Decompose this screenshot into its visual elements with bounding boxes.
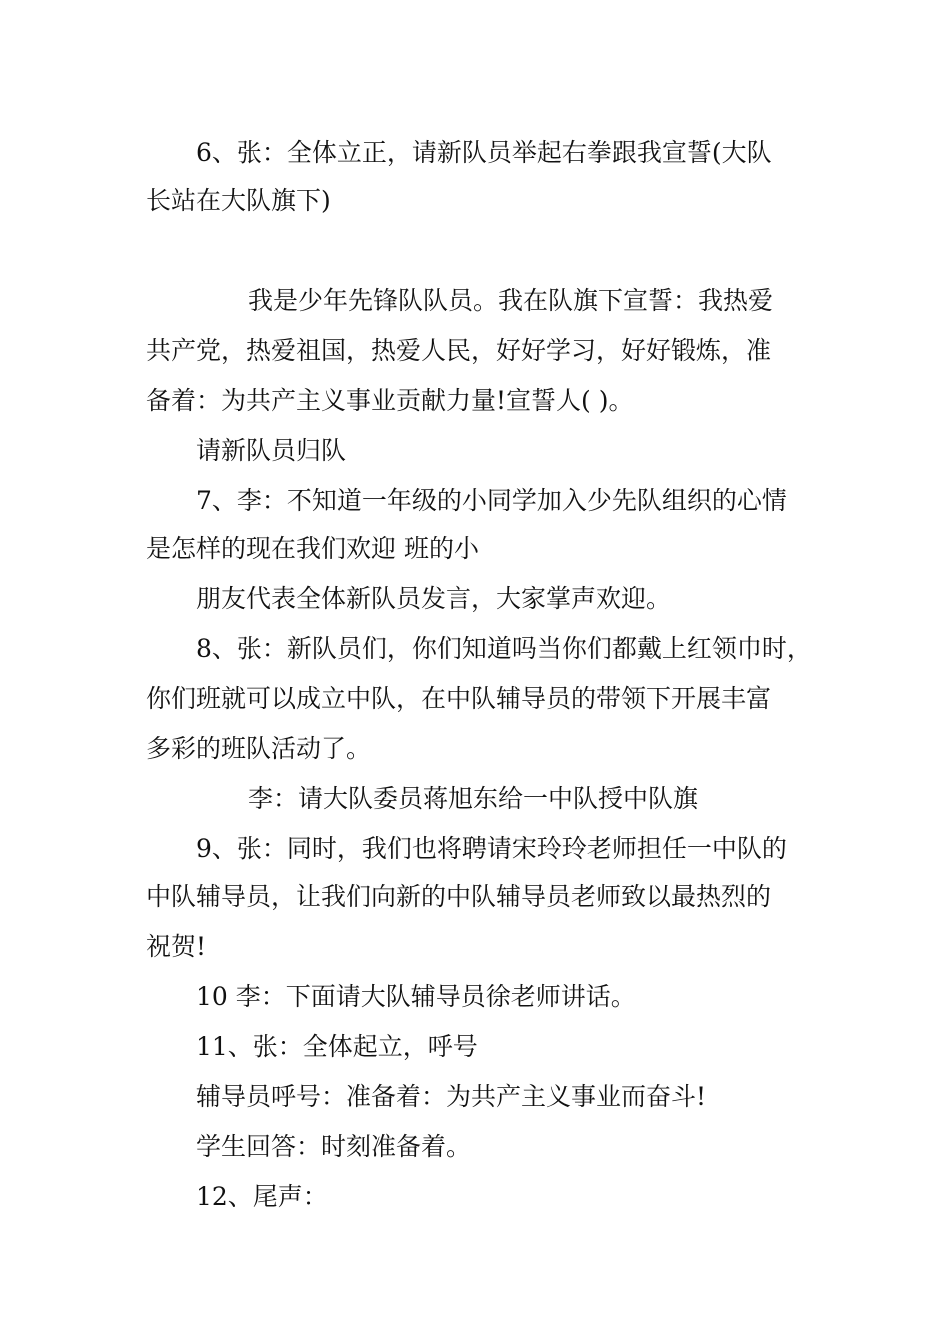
text-line: 11、张：全体起立，呼号 bbox=[196, 1032, 478, 1061]
text-line: 8、张：新队员们，你们知道吗当你们都戴上红领巾时， bbox=[196, 634, 812, 663]
text-line: 学生回答：时刻准备着。 bbox=[196, 1132, 472, 1161]
text-line: 请新队员归队 bbox=[196, 436, 347, 465]
text-line: 12、尾声： bbox=[196, 1182, 328, 1211]
text-line: 7、李：不知道一年级的小同学加入少先队组织的心情 bbox=[196, 486, 787, 515]
text-line: 李：请大队委员蒋旭东给一中队授中队旗 bbox=[248, 784, 699, 813]
text-line: 是怎样的现在我们欢迎 班的小 bbox=[146, 534, 479, 563]
text-line: 10 李：下面请大队辅导员徐老师讲话。 bbox=[196, 982, 636, 1011]
text-line: 6、张：全体立正，请新队员举起右拳跟我宣誓(大队 bbox=[196, 138, 772, 167]
text-line: 我是少年先锋队队员。我在队旗下宣誓：我热爱 bbox=[248, 286, 774, 315]
text-line: 备着：为共产主义事业贡献力量!宣誓人( )。 bbox=[146, 386, 634, 415]
text-line: 朋友代表全体新队员发言，大家掌声欢迎。 bbox=[196, 584, 672, 613]
text-line: 你们班就可以成立中队，在中队辅导员的带领下开展丰富 bbox=[146, 684, 772, 713]
text-line: 共产党，热爱祖国，热爱人民，好好学习，好好锻炼，准 bbox=[146, 336, 772, 365]
text-line: 中队辅导员，让我们向新的中队辅导员老师致以最热烈的 bbox=[146, 882, 772, 911]
text-line: 长站在大队旗下) bbox=[146, 186, 331, 215]
text-line: 辅导员呼号：准备着：为共产主义事业而奋斗! bbox=[196, 1082, 707, 1111]
text-line: 9、张：同时，我们也将聘请宋玲玲老师担任一中队的 bbox=[196, 834, 787, 863]
text-line: 多彩的班队活动了。 bbox=[146, 734, 372, 763]
text-line: 祝贺! bbox=[146, 932, 207, 961]
